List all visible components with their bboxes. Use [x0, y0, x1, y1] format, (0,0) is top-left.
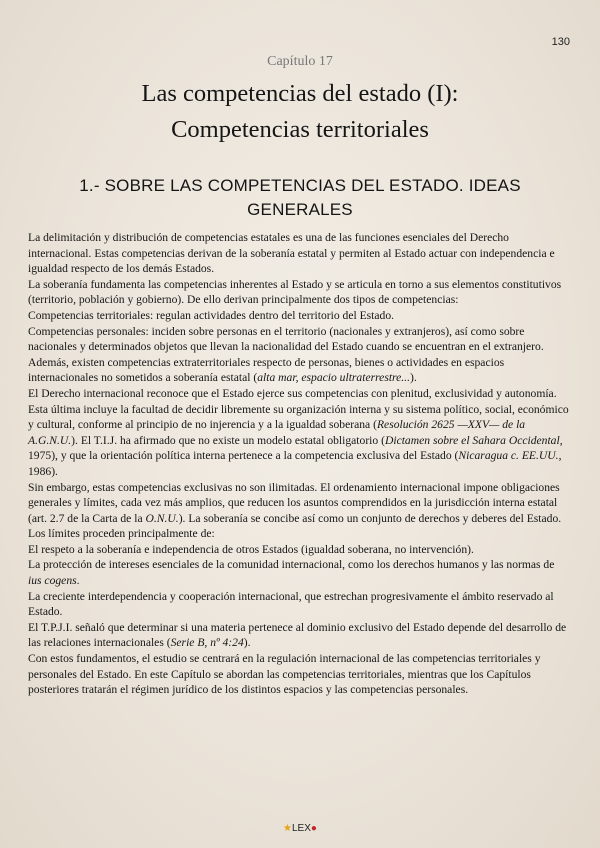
italic-citation: O.N.U. — [145, 511, 179, 525]
paragraph: La soberanía fundamenta las competencias inherentes al Estado y se articula en torno a sus elementos constitutivos (territorio, población y gobierno). De ello derivan principalmente dos tipos de competencias: — [28, 277, 562, 307]
text-run: Sin embargo, estas competencias exclusivas no son ilimitadas. El ordenamiento internacional impone obligaciones generales y límites, cada vez más amplios, que reducen los asuntos comprendidos en la jurisdicción interna estatal (art. 2.7 de la Carta de la — [28, 480, 560, 525]
paragraph: La delimitación y distribución de competencias estatales es una de las funciones esenciales del Derecho internacional. Estas competencias derivan de la soberanía estatal y permiten al Estado actuar con independencia e igualdad respecto de los demás Estados. — [28, 231, 555, 276]
paragraph: Con estos fundamentos, el estudio se centrará en la regulación internacional de las competencias territoriales y personales del Estado. En este Capítulo se abordan las competencias territoriales, mientras que los Capítulos posteriores tratarán el régimen jurídico de los distintos espacios y las competencias personales. — [28, 652, 541, 697]
page-number: 130 — [551, 36, 570, 48]
chapter-title-line-2: Competencias territoriales — [171, 116, 429, 143]
paragraph: El respeto a la soberanía e independencia de otros Estados (igualdad soberana, no intervención). — [28, 542, 474, 556]
blood-drop-icon: ● — [310, 823, 317, 834]
text-run: ). El T.I.J. ha afirmado que no existe un modelo estatal obligatorio ( — [71, 433, 385, 447]
body-text — [28, 230, 570, 698]
text-run: . — [76, 574, 80, 588]
paragraph — [28, 480, 570, 527]
text-run: ). — [243, 636, 251, 650]
logo-text: LEX — [292, 823, 311, 834]
text-run: , 1986). — [28, 449, 562, 478]
italic-citation: Dictamen sobre el Sahara Occidental — [384, 433, 560, 447]
chapter-title — [0, 76, 600, 148]
star-icon: ★ — [283, 823, 292, 834]
paragraph — [28, 355, 570, 386]
paragraph: Competencias personales: inciden sobre personas en el territorio (nacionales y extranjeros), así como sobre nacionales y determinados objetos que llevan la nacionalidad del Estado cuando se encuentran en el extranjero. — [28, 324, 544, 354]
text-run: El T.P.J.I. señaló que determinar si una materia pertenece al dominio exclusivo del Estado depende del desarrollo de las relaciones internacionales ( — [28, 620, 567, 650]
paragraph: La creciente interdependencia y cooperación internacional, que estrechan progresivamente el ámbito reservado al Estado. — [28, 589, 554, 619]
text-run: La protección de intereses esenciales de la comunidad internacional, como los derechos humanos y las normas de — [28, 558, 555, 572]
section-title: 1.- SOBRE LAS COMPETENCIAS DEL ESTADO. IDEAS GENERALES — [79, 176, 521, 219]
text-run: ). — [409, 371, 417, 385]
italic-citation: alta mar, espacio ultraterrestre... — [257, 371, 410, 385]
italic-term: ius cogens — [28, 574, 77, 588]
paragraph: Los límites proceden principalmente de: — [28, 527, 215, 541]
paragraph: Competencias territoriales: regulan actividades dentro del territorio del Estado. — [28, 308, 395, 322]
chapter-title-line-1: Las competencias del estado (I): — [141, 80, 459, 107]
text-run: Además, existen competencias extraterritoriales respecto de personas, bienes o actividades en espacios internacionales no sometidos a soberanía estatal ( — [28, 355, 505, 385]
paragraph — [28, 557, 570, 588]
italic-citation: Serie B, nº 4:24 — [170, 636, 244, 650]
text-run: , 1975), y que la orientación política interna pertenece a la competencia exclusiva del Estado ( — [28, 433, 563, 463]
text-run: El Derecho internacional reconoce que el Estado ejerce sus competencias con plenitud, exclusividad y autonomía. Esta última incluye la facultad de decidir libremente su organización interna y su sistema político, social, económico y cultural, conforme al principio de no injerencia y a la igualdad soberana ( — [28, 386, 569, 432]
paragraph — [28, 386, 570, 480]
paragraph — [28, 620, 570, 651]
chapter-label: Capítulo 17 — [267, 54, 333, 69]
text-run: ). La soberanía se concibe así como un conjunto de derechos y deberes del Estado. — [178, 511, 562, 525]
italic-citation: Nicaragua c. EE.UU. — [458, 449, 559, 463]
italic-citation: Resolución 2625 —XXV— de la A.G.N.U. — [28, 418, 526, 447]
footer-logo — [0, 823, 600, 834]
